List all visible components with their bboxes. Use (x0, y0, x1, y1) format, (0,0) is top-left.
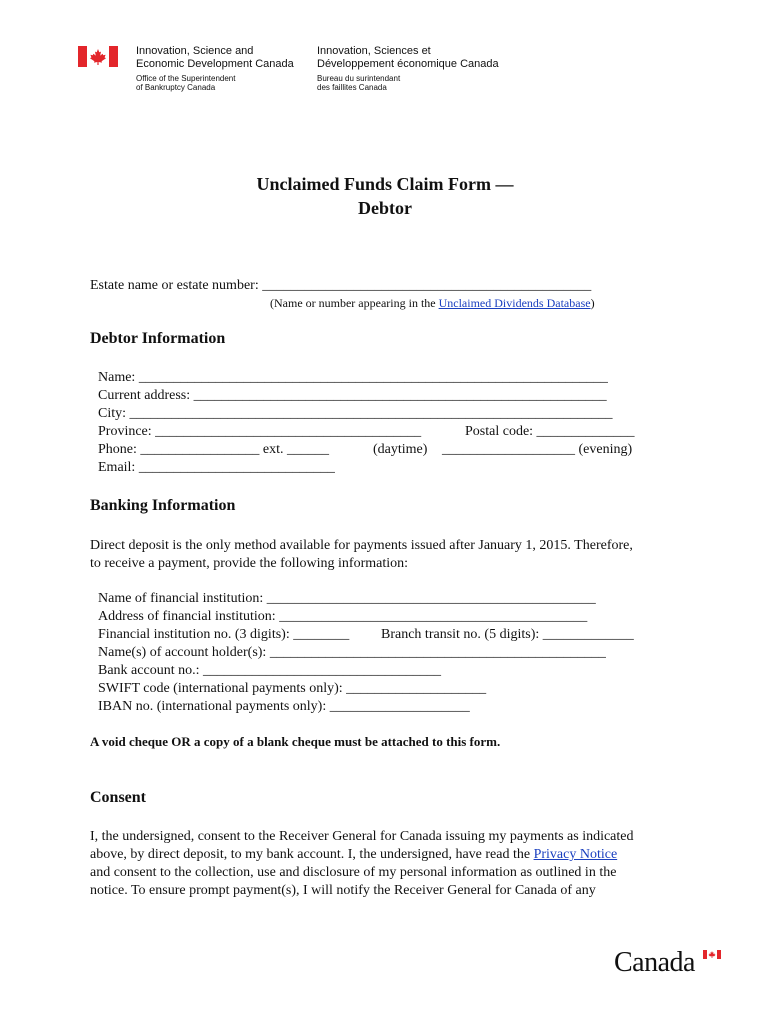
estate-note: (Name or number appearing in the Unclaimed Dividends Database) (270, 296, 595, 310)
name-field[interactable]: Name: ___________________________________________________________________ (98, 370, 608, 385)
page-title-line1: Unclaimed Funds Claim Form — (256, 174, 514, 194)
office-name-fr: Bureau du surintendant des faillites Canada (317, 74, 401, 92)
email-field[interactable]: Email: ____________________________ (98, 460, 335, 475)
phone-evening-field[interactable]: ___________________ (evening) (442, 442, 633, 457)
department-name-en: Innovation, Science and Economic Development Canada (136, 45, 294, 70)
unclaimed-dividends-link[interactable]: Unclaimed Dividends Database (438, 296, 591, 310)
branch-transit-field[interactable]: Branch transit no. (5 digits): _____________ (381, 627, 634, 642)
department-name-fr: Innovation, Sciences et Développement économique Canada (317, 45, 499, 70)
daytime-label: (daytime) (373, 442, 428, 457)
page-title-line2: Debtor (358, 198, 412, 218)
iban-field[interactable]: IBAN no. (international payments only): ____________________ (98, 699, 470, 714)
debtor-heading: Debtor Information (90, 330, 226, 347)
consent-line2: above, by direct deposit, to my bank account. I, the undersigned, have read the Privacy Notice (90, 847, 618, 862)
institution-number-field[interactable]: Financial institution no. (3 digits): ________ (98, 627, 350, 642)
canada-wordmark: Canada (614, 947, 695, 978)
void-cheque-notice: A void cheque OR a copy of a blank cheque must be attached to this form. (90, 734, 501, 749)
estate-field[interactable]: Estate name or estate number: _______________________________________________ (90, 278, 592, 293)
page-title (0, 172, 770, 220)
banking-heading: Banking Information (90, 497, 236, 514)
institution-address-field[interactable]: Address of financial institution: ____________________________________________ (98, 609, 588, 624)
postal-code-field[interactable]: Postal code: ______________ (465, 424, 635, 439)
swift-code-field[interactable]: SWIFT code (international payments only): ____________________ (98, 681, 487, 696)
banking-intro-line2: to receive a payment, provide the following information: (90, 556, 409, 571)
consent-line3: and consent to the collection, use and disclosure of my personal information as outlined in the (90, 865, 617, 880)
wordmark-flag-icon (703, 950, 721, 959)
phone-daytime-field[interactable]: Phone: _________________ ext. ______ (98, 442, 329, 457)
bank-account-field[interactable]: Bank account no.: __________________________________ (98, 663, 441, 678)
account-holders-field[interactable]: Name(s) of account holder(s): ________________________________________________ (98, 645, 606, 660)
consent-line1: I, the undersigned, consent to the Receiver General for Canada issuing my payments as indicated (90, 829, 634, 844)
consent-heading: Consent (90, 789, 147, 806)
address-field[interactable]: Current address: ___________________________________________________________ (98, 388, 607, 403)
institution-name-field[interactable]: Name of financial institution: _______________________________________________ (98, 591, 596, 606)
consent-line4: notice. To ensure prompt payment(s), I will notify the Receiver General for Canada of any (90, 883, 596, 898)
canada-flag-icon (78, 46, 118, 67)
privacy-notice-link[interactable]: Privacy Notice (533, 847, 618, 862)
province-field[interactable]: Province: ______________________________________ (98, 424, 422, 439)
office-name-en: Office of the Superintendent of Bankruptcy Canada (136, 74, 236, 92)
banking-intro-line1: Direct deposit is the only method available for payments issued after January 1, 2015. Therefore, (90, 538, 633, 553)
city-field[interactable]: City: _____________________________________________________________________ (98, 406, 613, 421)
